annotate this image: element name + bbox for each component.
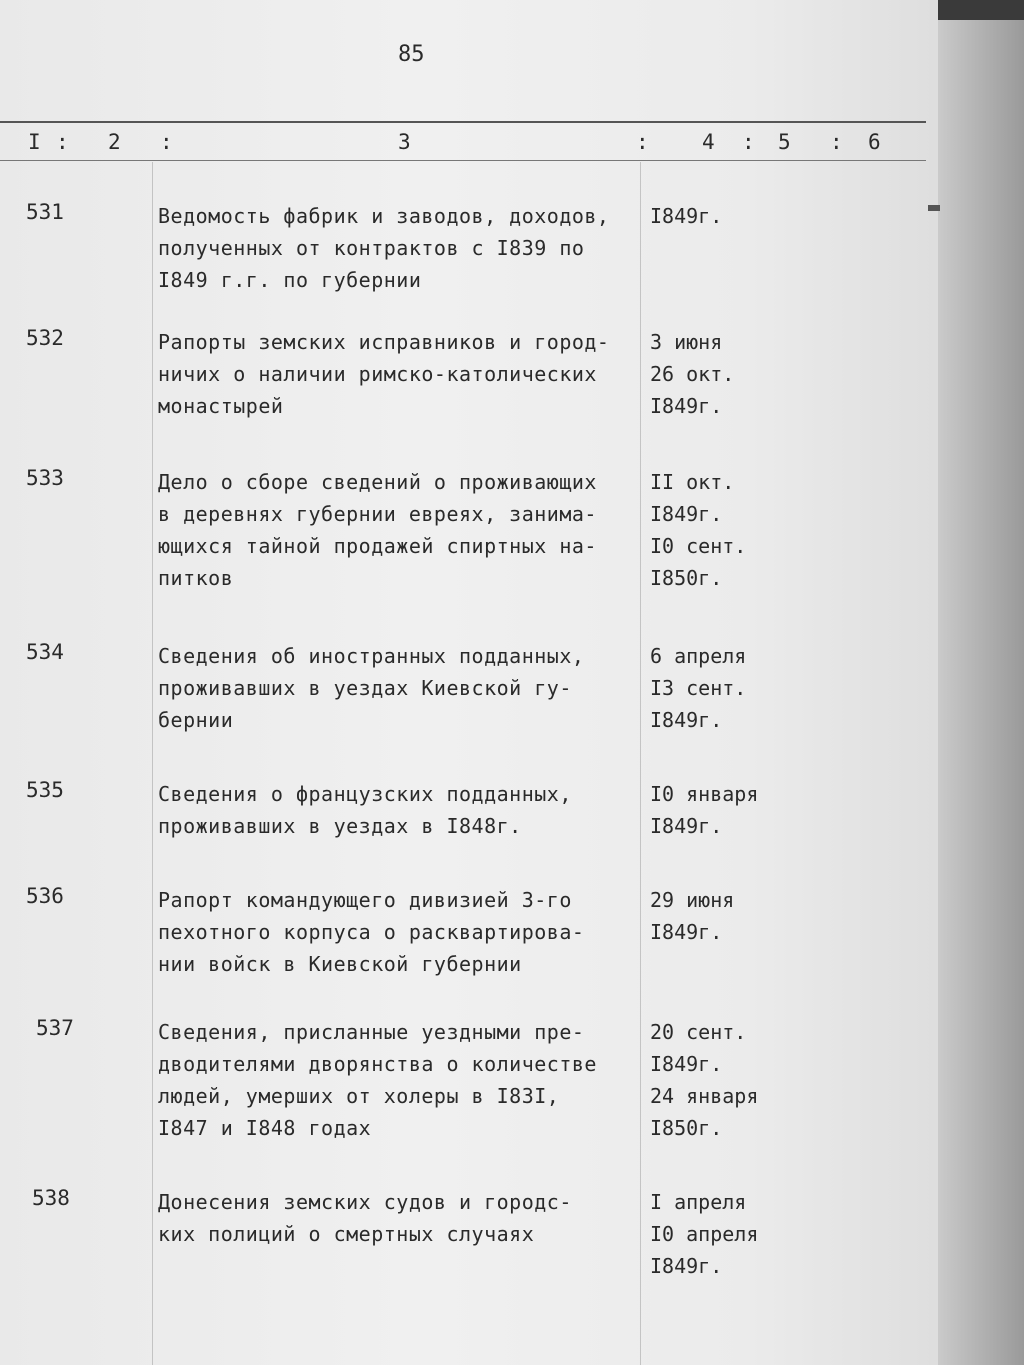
- date-line: I849г.: [650, 814, 723, 838]
- description-line: проживавших в уездах в I848г.: [158, 814, 522, 838]
- row-description: [158, 200, 638, 296]
- column-header-1: I: [28, 130, 41, 154]
- column-separator: :: [830, 130, 843, 154]
- edge-mark: [928, 205, 940, 211]
- description-line: Сведения, присланные уездными пре-: [158, 1020, 585, 1044]
- description-line: I847 и I848 годах: [158, 1116, 372, 1140]
- description-line: Рапорты земских исправников и город-: [158, 330, 610, 354]
- date-line: I849г.: [650, 204, 723, 228]
- date-line: I849г.: [650, 1254, 723, 1278]
- column-header-4: 4: [702, 130, 715, 154]
- description-line: Дело о сборе сведений о проживающих: [158, 470, 597, 494]
- row-number: 531: [26, 200, 64, 224]
- description-line: питков: [158, 566, 234, 590]
- date-line: 6 апреля: [650, 644, 747, 668]
- row-dates: [650, 1186, 780, 1282]
- column-separator: :: [742, 130, 755, 154]
- date-line: I849г.: [650, 1052, 723, 1076]
- date-line: I0 сент.: [650, 534, 747, 558]
- date-line: I849г.: [650, 502, 723, 526]
- page-number: 85: [398, 42, 425, 67]
- header-bottom-rule: [0, 160, 926, 161]
- date-line: I849г.: [650, 920, 723, 944]
- description-line: Сведения о французских подданных,: [158, 782, 572, 806]
- description-line: ких полиций о смертных случаях: [158, 1222, 535, 1246]
- date-line: 29 июня: [650, 888, 735, 912]
- column-divider: [640, 162, 641, 1365]
- date-line: 20 сент.: [650, 1020, 747, 1044]
- row-dates: [650, 466, 780, 594]
- description-line: монастырей: [158, 394, 284, 418]
- row-description: [158, 640, 638, 736]
- underlying-sheet: [930, 20, 1024, 1365]
- row-description: [158, 778, 638, 842]
- row-number: 533: [26, 466, 64, 490]
- row-description: [158, 1186, 638, 1250]
- row-number: 534: [26, 640, 64, 664]
- description-line: дводителями дворянства о количестве: [158, 1052, 597, 1076]
- date-line: I0 января: [650, 782, 759, 806]
- description-line: проживавших в уездах Киевской гу-: [158, 676, 572, 700]
- date-line: I0 апреля: [650, 1222, 759, 1246]
- date-line: I850г.: [650, 566, 723, 590]
- row-number: 538: [32, 1186, 70, 1210]
- row-dates: [650, 778, 780, 842]
- description-line: бернии: [158, 708, 234, 732]
- column-header-2: 2: [108, 130, 121, 154]
- description-line: Донесения земских судов и городс-: [158, 1190, 572, 1214]
- row-dates: [650, 200, 780, 232]
- header-top-rule: [0, 121, 926, 123]
- description-line: нии войск в Киевской губернии: [158, 952, 522, 976]
- date-line: 26 окт.: [650, 362, 735, 386]
- row-description: [158, 466, 638, 594]
- description-line: Ведомость фабрик и заводов, доходов,: [158, 204, 610, 228]
- column-separator: :: [636, 130, 649, 154]
- row-description: [158, 326, 638, 422]
- column-separator: :: [56, 130, 69, 154]
- column-divider: [152, 162, 153, 1365]
- date-line: I апреля: [650, 1190, 747, 1214]
- description-line: людей, умерших от холеры в I83I,: [158, 1084, 560, 1108]
- date-line: I849г.: [650, 708, 723, 732]
- row-description: [158, 884, 638, 980]
- row-number: 536: [26, 884, 64, 908]
- description-line: Сведения об иностранных подданных,: [158, 644, 585, 668]
- description-line: I849 г.г. по губернии: [158, 268, 422, 292]
- row-dates: [650, 640, 780, 736]
- date-line: II окт.: [650, 470, 735, 494]
- column-header-5: 5: [778, 130, 791, 154]
- date-line: I850г.: [650, 1116, 723, 1140]
- description-line: Рапорт командующего дивизией 3-го: [158, 888, 572, 912]
- description-line: ющихся тайной продажей спиртных на-: [158, 534, 597, 558]
- description-line: ничих о наличии римско-католических: [158, 362, 597, 386]
- row-dates: [650, 884, 780, 948]
- column-header-6: 6: [868, 130, 881, 154]
- description-line: пехотного корпуса о расквартирова-: [158, 920, 585, 944]
- description-line: в деревнях губернии евреях, занима-: [158, 502, 597, 526]
- date-line: 3 июня: [650, 330, 723, 354]
- description-line: полученных от контрактов с I839 по: [158, 236, 585, 260]
- row-dates: [650, 1016, 780, 1144]
- date-line: I849г.: [650, 394, 723, 418]
- date-line: 24 января: [650, 1084, 759, 1108]
- row-number: 532: [26, 326, 64, 350]
- column-separator: :: [160, 130, 173, 154]
- row-number: 537: [36, 1016, 74, 1040]
- row-dates: [650, 326, 780, 422]
- row-number: 535: [26, 778, 64, 802]
- column-header-3: 3: [398, 130, 411, 154]
- row-description: [158, 1016, 638, 1144]
- date-line: I3 сент.: [650, 676, 747, 700]
